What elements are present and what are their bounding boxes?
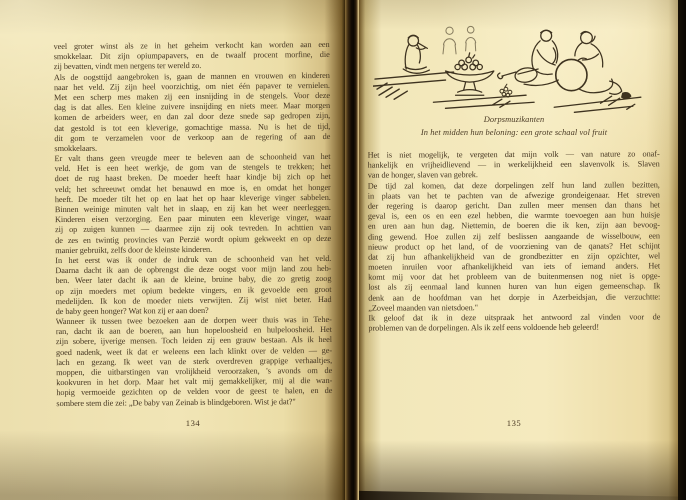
left-page-number: 134 [185, 418, 201, 428]
text-line: hankelijk en vrijheidlievend — in werkelijkheid een slavenvolk is. Slaven [367, 159, 660, 170]
text-line: komt mij voor dat het probleem van de buitenmensen nog niet is opge- [368, 271, 661, 282]
text-line: op zijn moeders met opium bedekte vingers, en ik gevoelde een groot [55, 284, 332, 296]
text-line: komen de arbeiders weer, en dan zal door deze snede sap gedropen zijn, [54, 111, 331, 123]
text-line: In het eerst was ik onder de indruk van de schoonheid van het veld. [55, 253, 332, 266]
text-line: moeten inruilen voor afhankelijkheid van iets of iemand anders. Het [368, 261, 661, 272]
text-line: „Zoveel maanden van nietsdoen." [368, 302, 478, 313]
text-line: de baby geen honger? Wat kon zij er aan doen? [55, 305, 209, 316]
text-line: problemen van de dorpelingen. Als ik zelf eens voldoende heb geleerd! [368, 322, 600, 333]
village-musicians-illustration [373, 18, 663, 116]
ground-lines-right [554, 96, 641, 112]
grape-cluster [500, 84, 512, 97]
text-line: moppen, die uitbarstingen van vrolijkheid veroorzaken, 's avonds om de [56, 365, 333, 378]
text-line: Het is niet mogelijk, te vergeten dat mijn volk — van nature zo onaf- [367, 149, 660, 160]
text-line: zijn sobere, ijverige mensen. Toch leiden zij een grauw bestaan. Als ik heel [55, 335, 332, 347]
text-line: der regering is daarop gericht. Dan zullen meer mensen dan thans het [367, 200, 660, 211]
text-line: geval is, een os en een ezel hebben, die warmte toevoegen aan hun huisje [367, 210, 660, 221]
text-line: smokkelaars. [54, 143, 98, 153]
text-line: ben. Weer later dacht ik aan de kleine, bruine baby, die zo gretig zoog [55, 274, 332, 286]
lute-player-figure [498, 30, 559, 85]
right-page-text-block [368, 149, 661, 334]
text-line: hopig vermoeide gezichten op de velden voor de geest te halen, en de [56, 386, 333, 398]
fruit-bowl [446, 53, 494, 95]
right-page-number: 135 [506, 418, 522, 428]
text-line: doet de rug haast breken. De moeder heeft haar kindje bij zich op het [54, 172, 331, 184]
text-line: in plaats van het te pachten van de afwezige grondeigenaar. Het streven [367, 190, 660, 201]
book-fore-edge [678, 0, 686, 500]
text-line: Binnen weinige minuten valt het in slaap, en zij kan het weer neerleggen. [54, 202, 331, 215]
text-line: dat gestold is tot een kleverige, gomachtige massa. Nu is het de tijd, [54, 121, 331, 133]
ground-lines-left [373, 72, 454, 99]
illustration-caption [368, 113, 660, 139]
text-line: Kinderen eisen verzorging. Een paar minuten een kleverige vinger, waar [54, 213, 331, 225]
caption-subtitle: In het midden hun beloning: een grote schaal vol fruit [420, 128, 608, 137]
text-line: en uren aan hun dag. Niettemin, de boeren die ik ken, zijn aan bevoog- [367, 220, 660, 231]
text-line: dag is dat alles. Een kleine zuivere insnijding en niets meer. Maar morgen [54, 101, 331, 113]
text-line: Er valt thans geen vreugde meer te beleven aan de schoonheid van het [54, 151, 331, 164]
text-line: ding gewend. Hoe zullen zij zelf beslissen aangaande de wisselbouw, een [367, 230, 660, 242]
text-line: Daarna dacht ik aan de opbrengst die deze oogst voor mijn land zou heb- [55, 264, 332, 276]
text-line: veld. Het is een heet werkje, de gom van de stengels te trekken; het [54, 162, 331, 174]
text-line: denk aan de hoofdman van het dorpje in Azerbeidsjan, die verzuchtte: [368, 291, 661, 303]
text-line: de zes en twintig provincies van Perzië wordt opium gekweekt en op deze [55, 233, 332, 245]
text-line: De tijd zal komen, dat deze dorpelingen zelf hun land zullen bezitten, [367, 179, 660, 191]
text-line: naar het veld. Zij zijn heel voorzichtig, om niet één papaver te vernielen. [53, 80, 330, 92]
caption-title: Dorpsmuzikanten [483, 115, 545, 124]
text-line: heeft. De moeder tilt het op en laat het op haar kleverige vinger sabbelen. [54, 192, 331, 204]
text-line: veel groter winst als ze in het geheim verkocht kan worden aan een [53, 39, 330, 52]
text-line: smokkelaar. Dit zijn opiumpapavers, en de twaalf procent morfine, die [53, 50, 330, 62]
text-line: goed nadenk, weet ik dat er weleens een lach klinkt over de velden — ge- [55, 345, 333, 357]
background-figures [443, 26, 476, 53]
text-line: Wanneer ik tussen twee bezoeken aan de dorpen weer thuis was in Tehe- [55, 314, 332, 327]
text-line: nieuw product op het land, of de voorziening van de qanats? Het schijnt [368, 241, 661, 252]
book-gutter [345, 0, 359, 500]
text-line: lach en gezang. Ik weet van de sterk overdreven grappige verhaaltjes, [56, 355, 333, 367]
text-line: zij op zuigen kunnen — daarmee zijn zij ook tevreden. In achttien van [55, 223, 332, 235]
text-line: kookvuren in het dorp. Maar het valt mij gemakkelijker, mij al die wan- [56, 376, 333, 388]
text-line: Met een scherp mes maken zij een insnijding in de stengels. Voor deze [53, 90, 331, 103]
text-line: van de honger, slaven van gebrek. [367, 170, 478, 181]
text-line: dat zij hun afhankelijkheid van de grondbezitter en zijn opzichter, wel [368, 251, 661, 262]
text-line: lost als zij eenmaal land kunnen huren van hun eigen gemeenschap. Ik [368, 281, 661, 293]
flute-player-figure [403, 35, 429, 73]
text-line: zij bevatten, vindt men nergens ter wereld zo. [53, 61, 202, 72]
text-line: veld; het schreeuwt omdat het benauwd en moe is, en omdat het honger [54, 182, 331, 194]
text-line: dit gom te verzamelen voor de verkoop aan de regering of aan de [54, 131, 331, 143]
text-line: Ik geloof dat ik in deze uitspraak het antwoord zal vinden voor de [368, 312, 661, 323]
right-page [359, 0, 678, 500]
left-page-text-block [54, 40, 333, 409]
ground-lines-center [433, 95, 534, 108]
text-line: sombere stem die zei: „De baby van Zeinab is blindgeboren. Wist je dat?" [56, 396, 296, 408]
drummer-figure [556, 31, 631, 98]
text-line: Als de oogsttijd aangebroken is, gaan de mannen en vrouwen en kinderen [53, 70, 330, 82]
text-line: ran, dacht ik aan de boeren, aan hun hopeloosheid en hulpeloosheid. Het [55, 325, 332, 337]
text-line: manier gebruikt, zelfs door de kleinste kinderen. [55, 244, 213, 255]
text-line: medelijden. Ik kon de moeder niets verwijten. Zij wist niet beter. Had [55, 294, 332, 306]
